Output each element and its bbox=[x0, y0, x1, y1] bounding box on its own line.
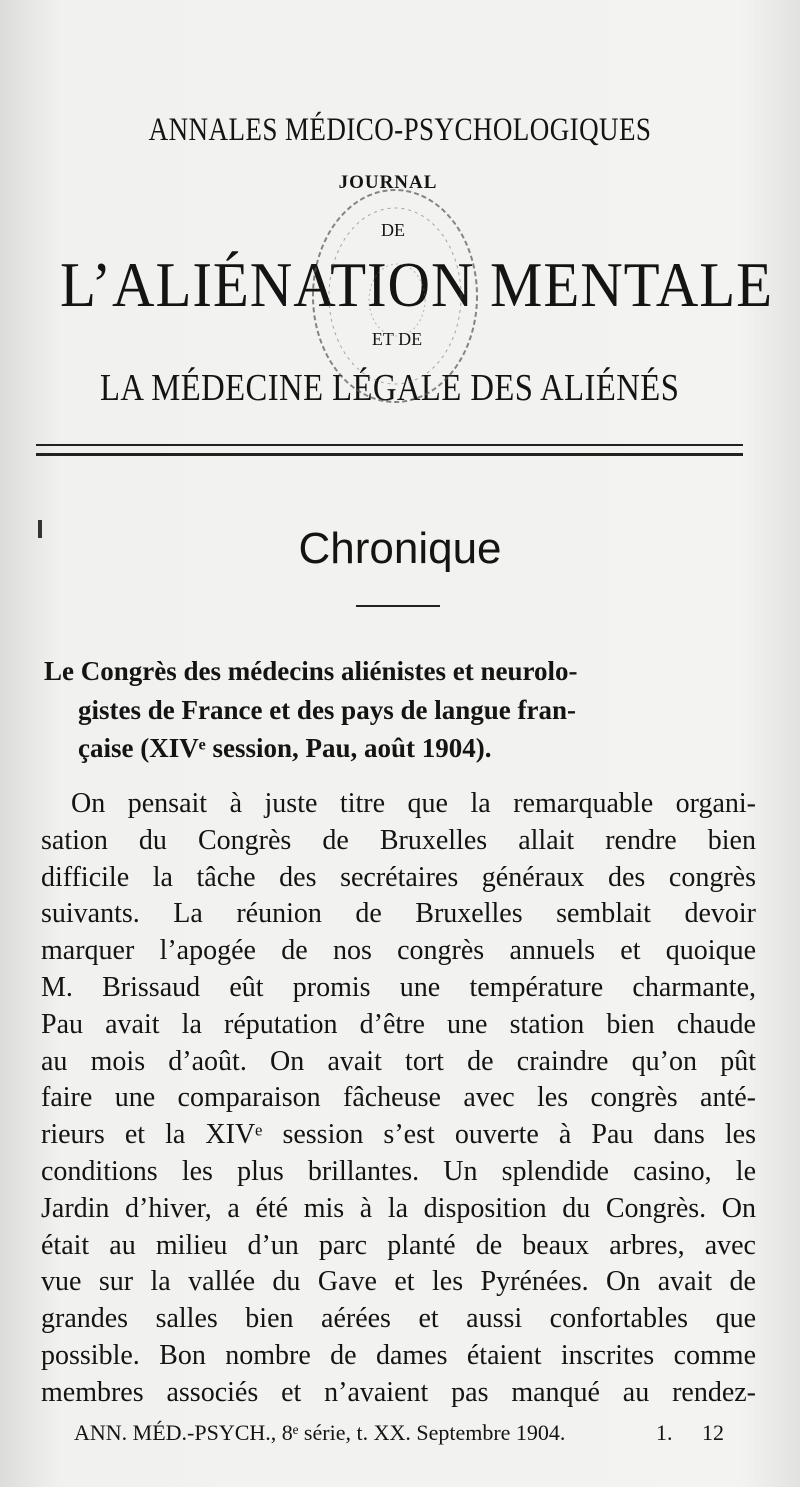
body-line: Pau avait la réputation d’être une station bien chaude bbox=[41, 1008, 756, 1040]
header-rule-thin bbox=[36, 444, 743, 446]
body-line: sation du Congrès de Bruxelles allait rendre bien bbox=[41, 824, 756, 856]
body-line: M. Brissaud eût promis une température charmante, bbox=[41, 971, 756, 1003]
footer-citation: ANN. MÉD.-PSYCH., 8ᵉ série, t. XX. Septembre 1904. bbox=[74, 1420, 566, 1445]
header-rule-thick bbox=[36, 453, 743, 456]
library-stamp bbox=[305, 182, 485, 410]
et-de-word: ET DE bbox=[371, 329, 423, 349]
page-number: 12 bbox=[702, 1420, 724, 1445]
article-heading bbox=[44, 652, 764, 768]
body-line: marquer l’apogée de nos congrès annuels et quoique bbox=[41, 935, 756, 967]
subtitle: LA MÉDECINE LÉGALE DES ALIÉNÉS bbox=[100, 367, 680, 409]
body-line: suivants. La réunion de Bruxelles semblait devoir bbox=[41, 898, 756, 930]
body-line: difficile la tâche des secrétaires généraux des congrès bbox=[41, 861, 756, 893]
article-body bbox=[41, 786, 756, 1412]
body-line: grandes salles bien aérées et aussi confortables que bbox=[41, 1303, 756, 1335]
body-line: rieurs et la XIVᵉ session s’est ouverte à Pau dans les bbox=[41, 1119, 756, 1151]
journal-word: JOURNAL bbox=[338, 172, 438, 193]
de-word: DE bbox=[381, 220, 405, 240]
body-line: vue sur la vallée du Gave et les Pyrénées. On avait de bbox=[41, 1266, 756, 1298]
heading-line: Le Congrès des médecins aliénistes et neurolo- bbox=[44, 656, 578, 686]
body-line: faire une comparaison fâcheuse avec les congrès anté- bbox=[41, 1082, 756, 1114]
journal-title: ANNALES MÉDICO-PSYCHOLOGIQUES bbox=[148, 112, 652, 148]
body-line: était au milieu d’un parc planté de beaux arbres, avec bbox=[41, 1229, 756, 1261]
body-line: possible. Bon nombre de dames étaient inscrites comme bbox=[41, 1339, 756, 1371]
body-line: On pensait à juste titre que la remarquable organi- bbox=[71, 788, 756, 819]
heading-line: gistes de France et des pays de langue fran- bbox=[78, 694, 576, 725]
section-title: Chronique bbox=[298, 524, 502, 573]
sheet-number: 1. bbox=[656, 1420, 673, 1445]
section-rule bbox=[356, 605, 440, 607]
body-line: au mois d’août. On avait tort de craindre qu’on pût bbox=[41, 1045, 756, 1077]
body-line: Jardin d’hiver, a été mis à la disposition du Congrès. On bbox=[41, 1192, 756, 1224]
body-line: membres associés et n’avaient pas manqué au rendez- bbox=[41, 1376, 756, 1408]
body-line: conditions les plus brillantes. Un splendide casino, le bbox=[41, 1155, 756, 1187]
main-title: L’ALIÉNATION MENTALE bbox=[60, 249, 774, 320]
page-footer bbox=[74, 1420, 734, 1446]
heading-line: çaise (XIVᵉ session, Pau, août 1904). bbox=[78, 733, 492, 763]
